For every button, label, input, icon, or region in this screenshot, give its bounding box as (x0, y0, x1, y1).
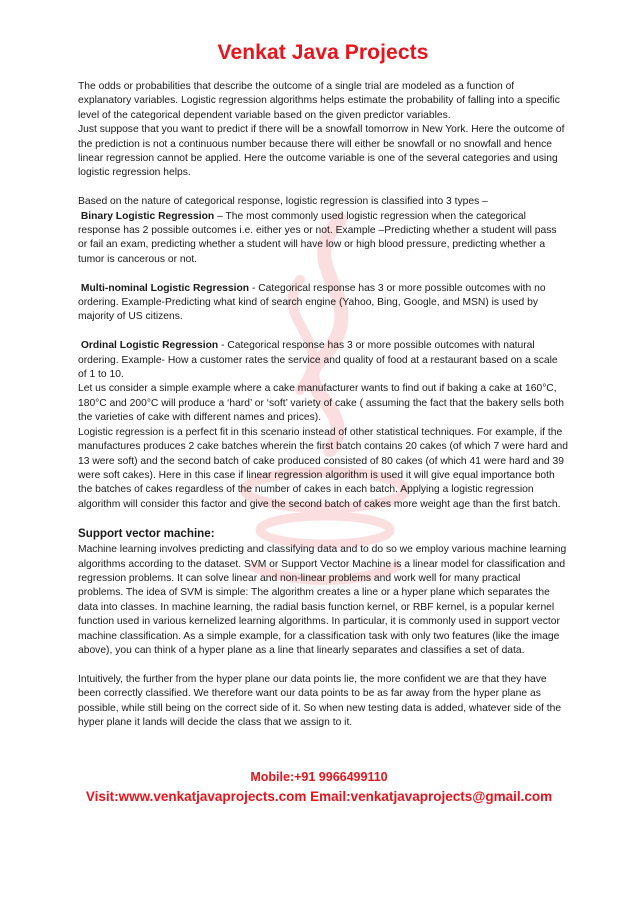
multinominal-text: - Categorical response has 3 or more possible outcomes with no ordering. Example-Predicting what kind of search engine (Yahoo, Bing, Google, and MSN) is used by majority of US citizens. (78, 282, 546, 323)
paragraph-svm: Machine learning involves predicting and classifying data and to do so we employ various machine learning algorithms according to the dataset. SVM or Support Vector Machine is a linear model for classification and regression problems. It can solve linear and non-linear problems and work well for many practical problems. The idea of SVM is simple: The algorithm creates a line or a hyper plane which separates the data into classes. In machine learning, the radial basis function kernel, or RBF kernel, is a popular kernel function used in various kernelized learning algorithms. In particular, it is commonly used in support vector machine classification. As a simple example, for a classification task with only two features (like the image above), you can think of a hyper plane as a line that linearly separates and classifies a set of data. (78, 544, 567, 656)
binary-label: Binary Logistic Regression (80, 210, 215, 222)
footer-mobile: Mobile:+91 9966499110 (250, 770, 388, 784)
ordinal-label: Ordinal Logistic Regression (80, 340, 219, 352)
page-content (78, 0, 568, 730)
document-body (78, 80, 568, 730)
paragraph-logistic-fit: Logistic regression is a perfect fit in this scenario instead of other statistical techniques. For example, if the manufactures produces 2 cake batches wherein the first batch contains 20 cakes (of which 7 were hard and 13 were soft) and the second batch of cake produced consisted of 80 cakes (of which 41 were hard and 39 were soft cakes). Here in this case if linear regression algorithm is used it will give equal importance both the batches of cakes regardless of the number of cakes in each batch. Applying a logistic regression algorithm will consider this factor and give the second batch of cakes more weight age than the first batch. (78, 426, 568, 510)
svm-heading: Support vector machine: (78, 527, 215, 541)
ordinal-text: - Categorical response has 3 or more possible outcomes with natural ordering. Example- How a customer rates the service and quality of food at a restaurant based on a scale of 1 to 10. (78, 340, 558, 381)
paragraph-hyperplane: Intuitively, the further from the hyper plane our data points lie, the more confident we are that they have been correctly classified. We therefore want our data points to be as far away from the hyper plane as possible, while still being on the correct side of it. So when new testing data is added, whatever side of the hyper plane it lands will decide the class that we assign to it. (78, 673, 562, 728)
footer-contact: Visit:www.venkatjavaprojects.com Email:venkatjavaprojects@gmail.com (85, 789, 553, 804)
paragraph-cake-example: Let us consider a simple example where a cake manufacturer wants to find out if baking a cake at 160°C, 180°C and 200°C will produce a ‘hard’ or ‘soft’ variety of cake ( assuming the fact that the bakery sells both the varieties of cake with different names and prices). (78, 383, 564, 424)
binary-text: – The most commonly used logistic regression when the categorical response has 2 possible outcomes i.e. either yes or not. Example –Predicting whether a student will pass or fail an exam, predicting whether a student will have low or high blood pressure, predicting whether a tumor is cancerous or not. (78, 210, 557, 265)
paragraph-odds: The odds or probabilities that describe the outcome of a single trial are modeled as a function of explanatory variables. Logistic regression algorithms helps estimate the probability of falling into a specific level of the categorical dependent variable based on the given predictor variables. (78, 81, 560, 121)
page-title: Venkat Java Projects (217, 41, 429, 64)
paragraph-ordinal (78, 339, 568, 382)
paragraph-types-intro: Based on the nature of categorical response, logistic regression is classified into 3 types – (78, 196, 488, 208)
multinominal-label: Multi-nominal Logistic Regression (80, 282, 250, 294)
paragraph-binary (78, 210, 568, 268)
paragraph-multinominal (78, 282, 568, 325)
paragraph-snowfall: Just suppose that you want to predict if there will be a snowfall tomorrow in New York. Here the outcome of the prediction is not a continuous number because there will either be snowfall or no snowfall and hence linear regression cannot be applied. Here the outcome variable is one of the several categories and using logistic regression helps. (78, 124, 565, 179)
